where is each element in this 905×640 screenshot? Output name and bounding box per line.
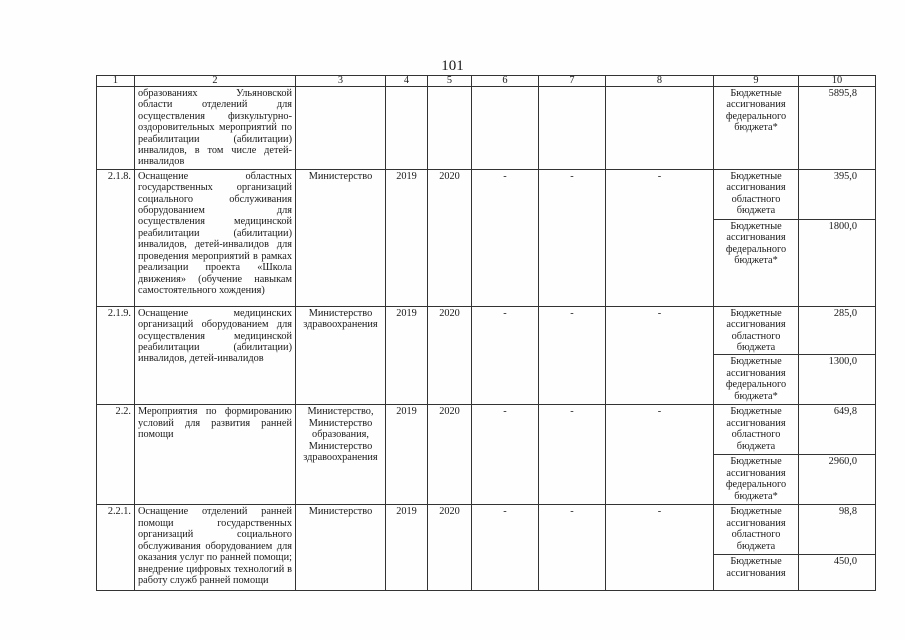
table-row [97, 405, 876, 455]
item-description: Мероприятия по формированию условий для развития ранней помощи [135, 405, 296, 505]
item-col7: - [539, 306, 606, 405]
funding-amount: 1300,0 [799, 355, 876, 405]
item-col7: - [539, 169, 606, 306]
funding-source: Бюджетные ассигнования федерального бюджета* [714, 455, 799, 505]
item-number [97, 87, 135, 170]
item-col7: - [539, 405, 606, 505]
funding-source: Бюджетные ассигнования [714, 555, 799, 591]
item-number: 2.2. [97, 405, 135, 505]
column-header: 1 [97, 76, 135, 87]
item-col6: - [472, 306, 539, 405]
item-description: Оснащение областных государственных организаций социального обслуживания оборудованием для осуществления медицинской реабилитации (абилитации) инвалидов, детей-инвалидов для проведения мероприятий в рамках реализации проекта «Школа движения» (обучение навыкам самостоятельного хождения) [135, 169, 296, 306]
item-executor: Министерство [296, 169, 386, 306]
table-row [97, 306, 876, 355]
funding-source: Бюджетные ассигнования областного бюджета [714, 169, 799, 219]
item-start-year: 2019 [386, 505, 428, 591]
item-description: образованиях Ульяновской области отделений для осуществления физкультурно-оздоровительных мероприятий по реабилитации (абилитации) инвалидов, в том числе детей-инвалидов [135, 87, 296, 170]
header-row [97, 76, 876, 87]
funding-source: Бюджетные ассигнования федерального бюджета* [714, 87, 799, 170]
column-header: 10 [799, 76, 876, 87]
funding-amount: 98,8 [799, 505, 876, 555]
item-executor: Министерство [296, 505, 386, 591]
column-header: 8 [606, 76, 714, 87]
program-table [96, 75, 876, 591]
item-executor: Министерство, Министерство образования, Министерство здравоохранения [296, 405, 386, 505]
item-col8 [606, 87, 714, 170]
funding-amount: 1800,0 [799, 219, 876, 306]
column-header: 5 [428, 76, 472, 87]
item-number: 2.1.8. [97, 169, 135, 306]
item-col8: - [606, 306, 714, 405]
funding-source: Бюджетные ассигнования областного бюджета [714, 505, 799, 555]
funding-source: Бюджетные ассигнования федерального бюджета* [714, 219, 799, 306]
item-col7 [539, 87, 606, 170]
item-start-year: 2019 [386, 306, 428, 405]
column-header: 6 [472, 76, 539, 87]
funding-amount: 395,0 [799, 169, 876, 219]
item-col6: - [472, 405, 539, 505]
item-executor [296, 87, 386, 170]
table-row [97, 505, 876, 555]
column-header: 7 [539, 76, 606, 87]
item-start-year: 2019 [386, 169, 428, 306]
table-row [97, 87, 876, 170]
funding-amount: 2960,0 [799, 455, 876, 505]
item-col6 [472, 87, 539, 170]
column-header: 3 [296, 76, 386, 87]
item-end-year: 2020 [428, 505, 472, 591]
item-col7: - [539, 505, 606, 591]
item-col6: - [472, 505, 539, 591]
item-description: Оснащение отделений ранней помощи государственных организаций социального обслуживания оборудованием для оказания услуг по ранней помощи; внедрение цифровых технологий в работу служб ранней помощи [135, 505, 296, 591]
item-end-year: 2020 [428, 169, 472, 306]
item-end-year [428, 87, 472, 170]
page-number: 101 [441, 58, 464, 74]
item-col8: - [606, 169, 714, 306]
item-start-year [386, 87, 428, 170]
item-end-year: 2020 [428, 306, 472, 405]
item-col8: - [606, 505, 714, 591]
item-col6: - [472, 169, 539, 306]
column-header: 4 [386, 76, 428, 87]
item-col8: - [606, 405, 714, 505]
item-executor: Министерство здравоохранения [296, 306, 386, 405]
column-header: 2 [135, 76, 296, 87]
funding-amount: 649,8 [799, 405, 876, 455]
item-end-year: 2020 [428, 405, 472, 505]
funding-source: Бюджетные ассигнования федерального бюджета* [714, 355, 799, 405]
funding-source: Бюджетные ассигнования областного бюджета [714, 405, 799, 455]
column-header: 9 [714, 76, 799, 87]
funding-amount: 285,0 [799, 306, 876, 355]
item-number: 2.1.9. [97, 306, 135, 405]
item-start-year: 2019 [386, 405, 428, 505]
funding-source: Бюджетные ассигнования областного бюджета [714, 306, 799, 355]
funding-amount: 5895,8 [799, 87, 876, 170]
table-row [97, 169, 876, 219]
item-number: 2.2.1. [97, 505, 135, 591]
item-description: Оснащение медицинских организаций оборудованием для осуществления медицинской реабилитации (абилитации) инвалидов, детей-инвалидов [135, 306, 296, 405]
funding-amount: 450,0 [799, 555, 876, 591]
